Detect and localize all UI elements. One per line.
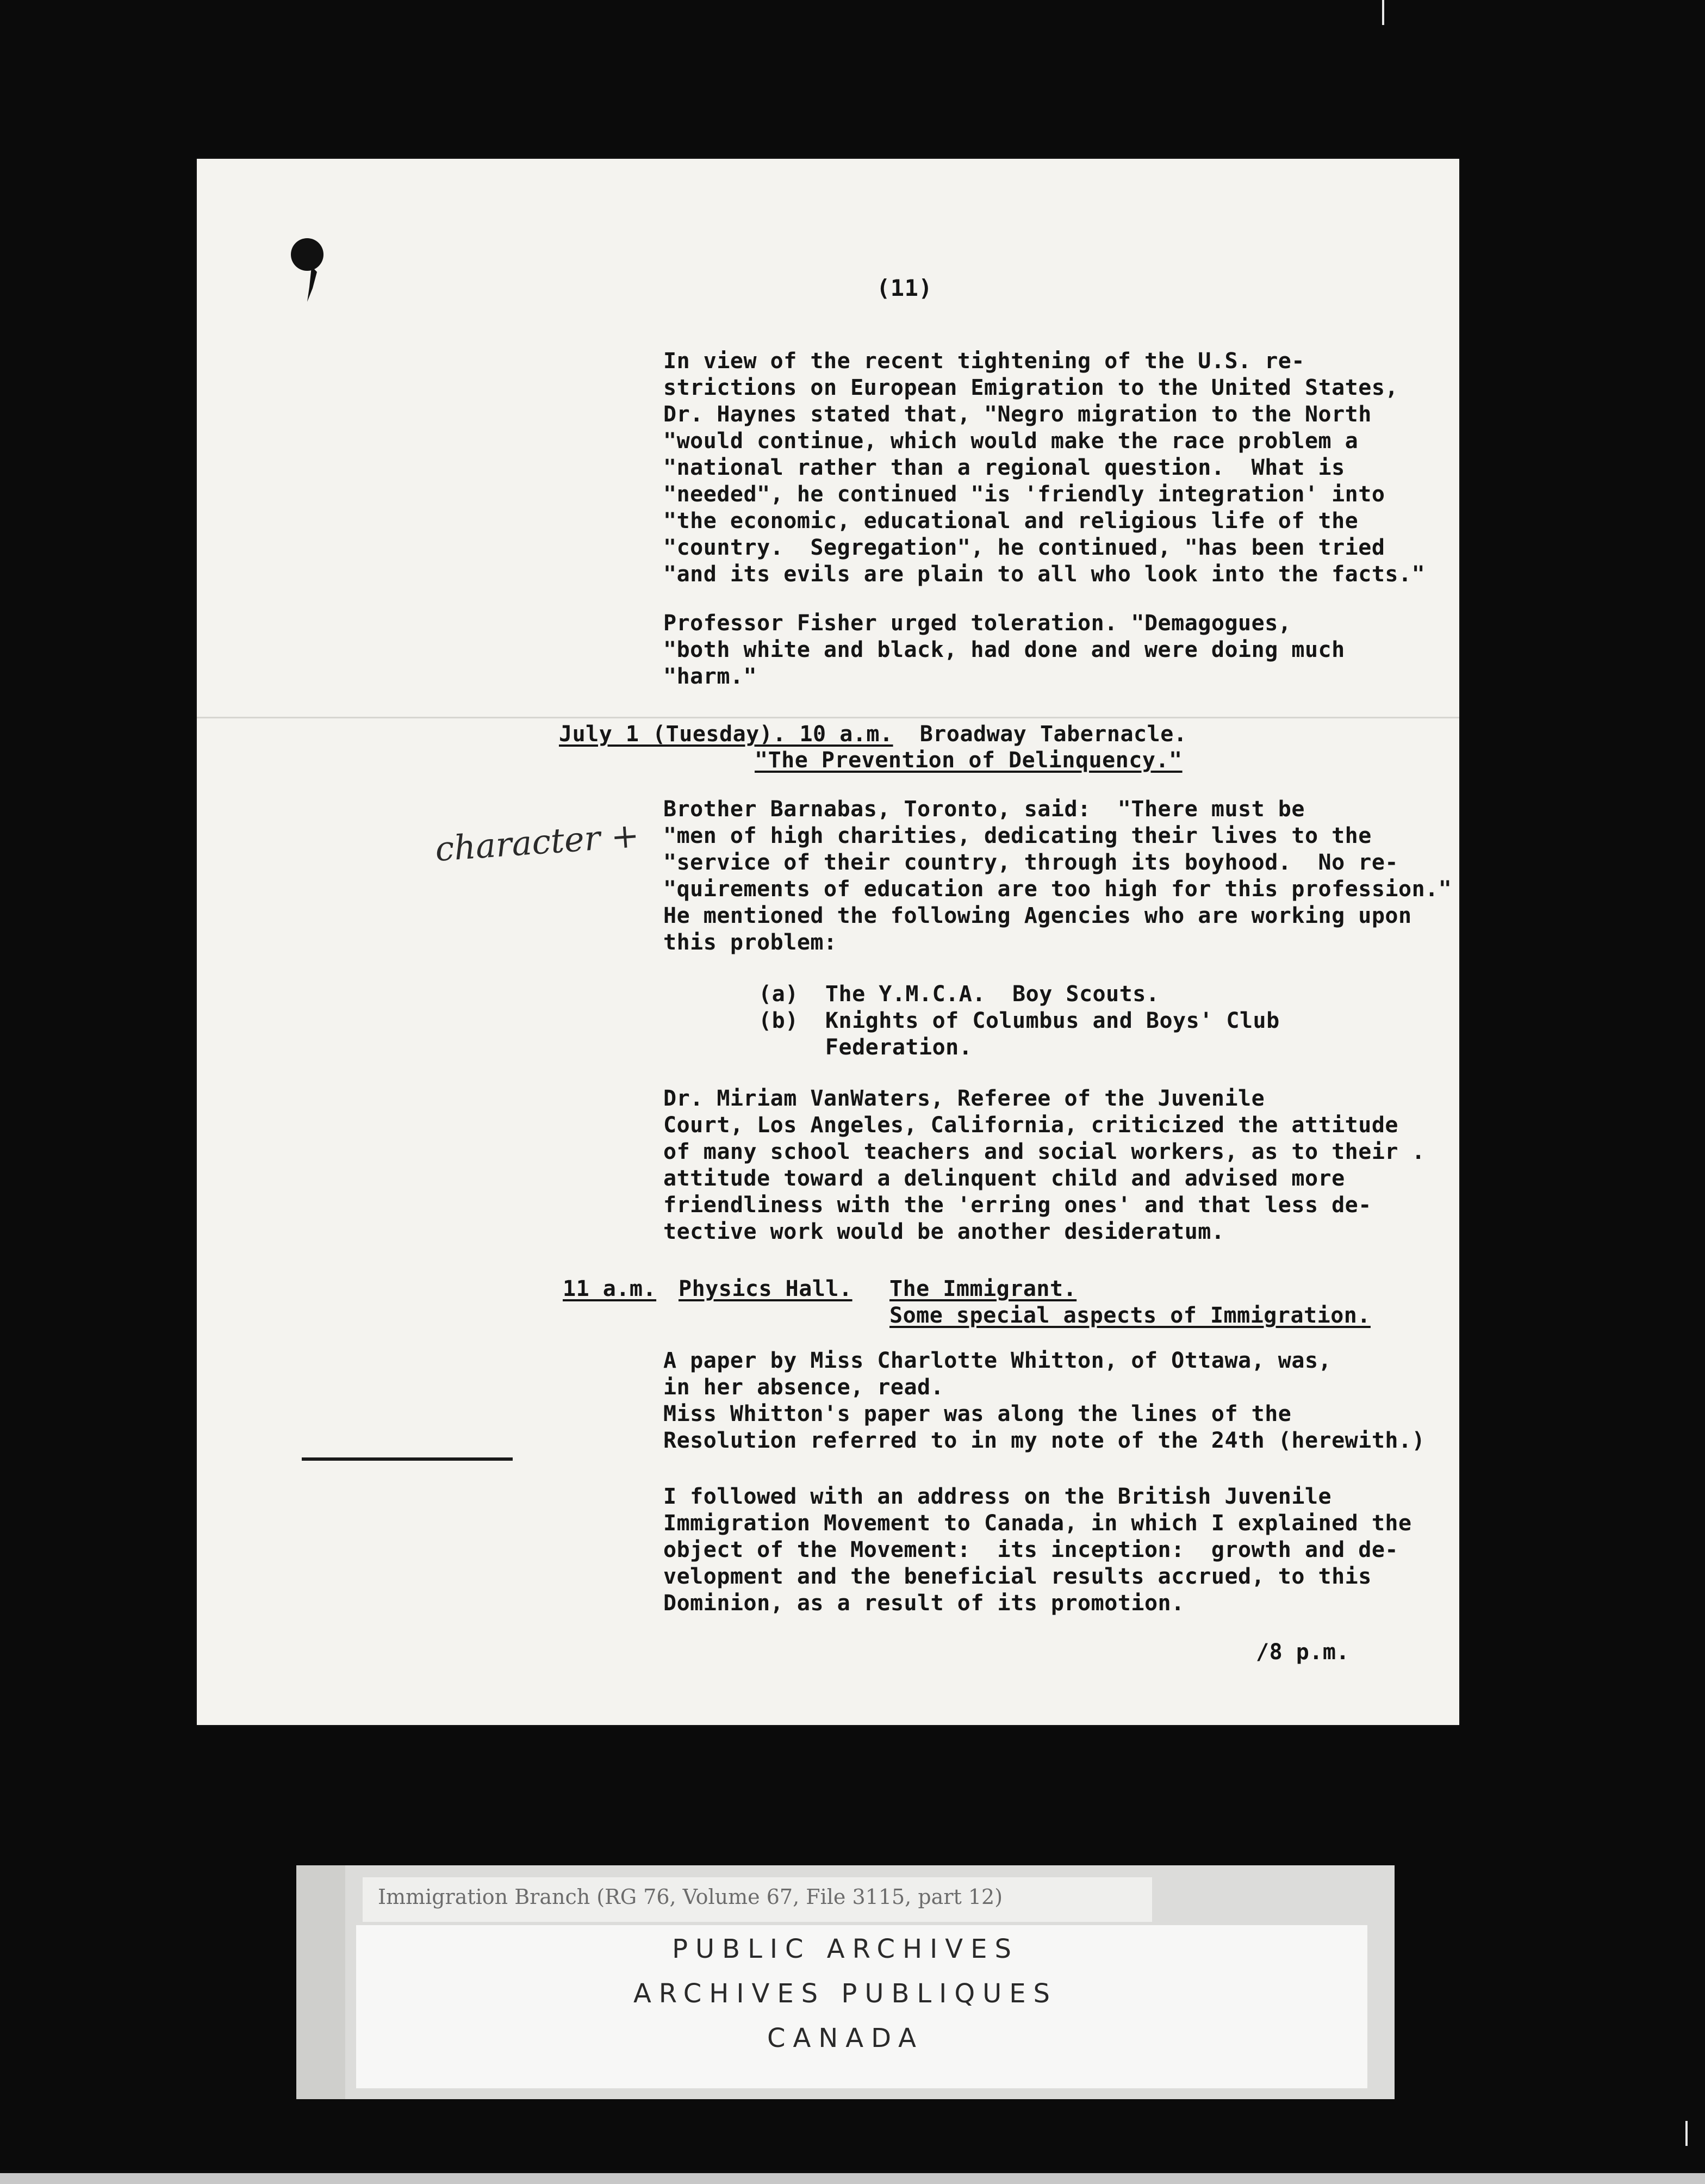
address-paragraph (663, 1484, 1412, 1617)
session-title-delinquency: "The Prevention of Delinquency." (755, 748, 1183, 773)
session-heading-delinquency (559, 721, 1187, 748)
vanwaters-text: Dr. Miriam VanWaters, Referee of the Juvenile Court, Los Angeles, California, criticized the attitude of many school teachers and social workers, as to their . attitude toward a delinquent child and advised more friendliness with the 'erring ones' and that less de- tective work would be another desideratum. (663, 1086, 1426, 1244)
whitton-paragraph (663, 1348, 1425, 1454)
handwritten-margin-note: character + (433, 815, 640, 870)
session2-time: 11 a.m. (563, 1276, 657, 1301)
margin-rule (302, 1457, 513, 1461)
continuation-note: /8 p.m. (1256, 1640, 1350, 1665)
fisher-text: Professor Fisher urged toleration. "Demagogues, "both white and black, had done and were doing much "harm." (663, 611, 1345, 689)
label-archives-publiques: ARCHIVES PUBLIQUES (633, 1978, 1058, 2009)
ink-blot (285, 234, 334, 310)
address-text: I followed with an address on the British Juvenile Immigration Movement to Canada, in which I explained the object of the Movement: its inception: growth and de- velopment and the beneficial results accrued, to this Dominion, as a result of its promotion. (663, 1484, 1412, 1616)
film-corner-mark (1685, 2121, 1688, 2146)
fisher-paragraph (663, 610, 1345, 690)
agency-item-a: (a) The Y.M.C.A. Boy Scouts. (758, 982, 1160, 1007)
barnabas-text: Brother Barnabas, Toronto, said: "There must be "men of high charities, dedicating their lives to the "service of their country, through its boyhood. No re- "quirements of education are too high for this profession." He mentioned the following Agencies who are working upon this problem: (663, 797, 1452, 955)
haynes-paragraph (663, 348, 1425, 588)
page-fold-line (197, 717, 1459, 718)
agency-item-b-cont: Federation. (758, 1035, 973, 1060)
label-public-archives: PUBLIC ARCHIVES (672, 1934, 1019, 1964)
haynes-text: In view of the recent tightening of the U.S. re- strictions on European Emigration to the United States, Dr. Haynes stated that, "Negro migration to the North "would continue, which would make the race problem a "national rather than a regional question. What is "needed", he continued "is 'friendly integration' into "the economic, educational and religious life of the "country. Segregation", he continued, "has been tried "and its evils are plain to all who look into the facts." (663, 349, 1426, 587)
agency-item-b: (b) Knights of Columbus and Boys' Club (758, 1008, 1280, 1033)
archive-citation: Immigration Branch (RG 76, Volume 67, File 3115, part 12) (378, 1885, 1003, 1909)
whitton-text: A paper by Miss Charlotte Whitton, of Ottawa, was, in her absence, read. Miss Whitton's paper was along the lines of the Resolution referred to in my note of the 24th (herewith.) (663, 1348, 1426, 1453)
vanwaters-paragraph (663, 1085, 1425, 1245)
film-edge-strip (0, 2173, 1705, 2184)
session2-venue: Physics Hall. (679, 1276, 852, 1301)
archive-label (296, 1865, 1395, 2099)
session-venue: Broadway Tabernacle. (893, 722, 1187, 747)
barnabas-paragraph (663, 796, 1452, 956)
session-date: July 1 (Tuesday). 10 a.m. (559, 722, 893, 747)
page-number: (11) (876, 275, 933, 301)
session2-title: The Immigrant. (889, 1276, 1077, 1301)
film-corner-mark (1382, 0, 1384, 25)
label-canada: CANADA (767, 2023, 924, 2053)
session2-subtitle: Some special aspects of Immigration. (889, 1303, 1371, 1328)
